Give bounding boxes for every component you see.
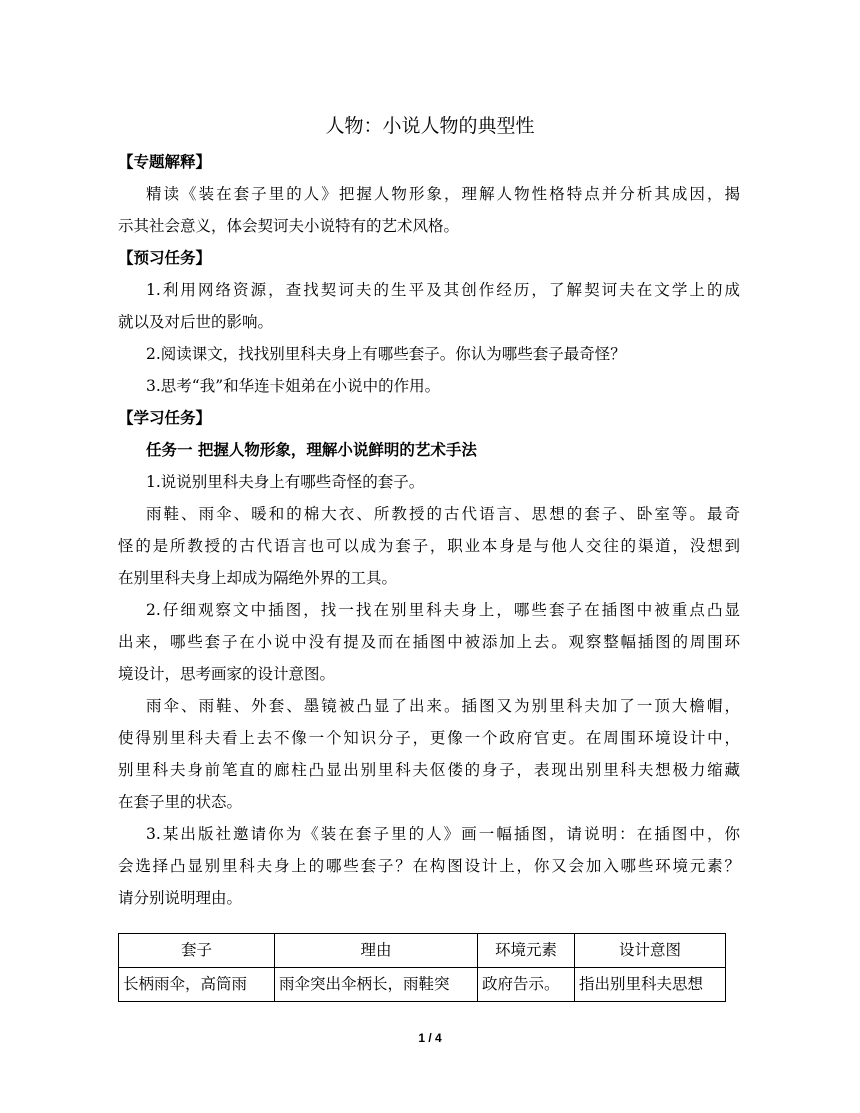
page-title: 人物：小说人物的典型性 [325,115,535,137]
answer-2-line: 使得别里科夫看上去不像一个知识分子，更像一个政府官吏。在周围环境设计中， [118,729,740,747]
question-2-line: 出来，哪些套子在小说中没有提及而在插图中被添加上去。观察整幅插图的周围环 [118,633,740,651]
table-cell: 指出别里科夫思想 [575,968,726,1002]
table-header-cell: 套子 [119,934,275,968]
question-2-line: 境设计，思考画家的设计意图。 [118,665,336,683]
question-2-line: 2.仔细观察文中插图，找一找在别里科夫身上，哪些套子在插图中被重点凸显 [146,601,740,619]
answer-2-line: 别里科夫身前笔直的廊柱凸显出别里科夫伛偻的身子，表现出别里科夫想极力缩藏 [118,761,740,779]
design-table [118,933,726,1002]
table-header-cell: 设计意图 [575,934,726,968]
answer-2-line: 雨伞、雨鞋、外套、墨镜被凸显了出来。插图又为别里科夫加了一顶大檐帽， [146,697,740,715]
table-row [119,968,726,1002]
heading-topic-explanation: 【专题解释】 [118,152,212,171]
content-body [118,146,740,914]
paragraph-line: 示其社会意义，体会契诃夫小说特有的艺术风格。 [118,217,460,235]
answer-1-line: 怪的是所教授的古代语言也可以成为套子，职业本身是与他人交往的渠道，没想到 [118,537,740,555]
preview-item-1: 1.利用网络资源，查找契诃夫的生平及其创作经历，了解契诃夫在文学上的成 [146,281,740,299]
table-cell: 政府告示。 [478,968,575,1002]
table-cell: 长柄雨伞，高筒雨 [119,968,275,1002]
task1-heading: 任务一 把握人物形象，理解小说鲜明的艺术手法 [146,440,477,459]
preview-item-1-cont: 就以及对后世的影响。 [118,313,274,331]
question-3-line: 3.某出版社邀请你为《装在套子里的人》画一幅插图，请说明：在插图中，你 [146,825,740,843]
answer-1-line: 在别里科夫身上却成为隔绝外界的工具。 [118,569,398,587]
preview-item-2: 2.阅读课文，找找别里科夫身上有哪些套子。你认为哪些套子最奇怪？ [146,345,626,363]
paragraph-line: 精读《装在套子里的人》把握人物形象，理解人物性格特点并分析其成因，揭 [146,185,740,203]
page-number: 1 / 4 [418,1031,442,1045]
table-header-row [119,934,726,968]
table-header-cell: 环境元素 [478,934,575,968]
question-1: 1.说说别里科夫身上有哪些奇怪的套子。 [146,473,425,491]
heading-preview-tasks: 【预习任务】 [118,248,212,267]
question-3-line: 请分别说明理由。 [118,889,243,907]
heading-learning-tasks: 【学习任务】 [118,408,212,427]
table-cell: 雨伞突出伞柄长，雨鞋突 [275,968,478,1002]
table-header-cell: 理由 [275,934,478,968]
answer-1-line: 雨鞋、雨伞、暖和的棉大衣、所教授的古代语言、思想的套子、卧室等。最奇 [146,505,740,523]
preview-item-3: 3.思考“我”和华连卡姐弟在小说中的作用。 [146,377,441,395]
answer-2-line: 在套子里的状态。 [118,793,243,811]
question-3-line: 会选择凸显别里科夫身上的哪些套子？在构图设计上，你又会加入哪些环境元素？ [118,857,740,875]
